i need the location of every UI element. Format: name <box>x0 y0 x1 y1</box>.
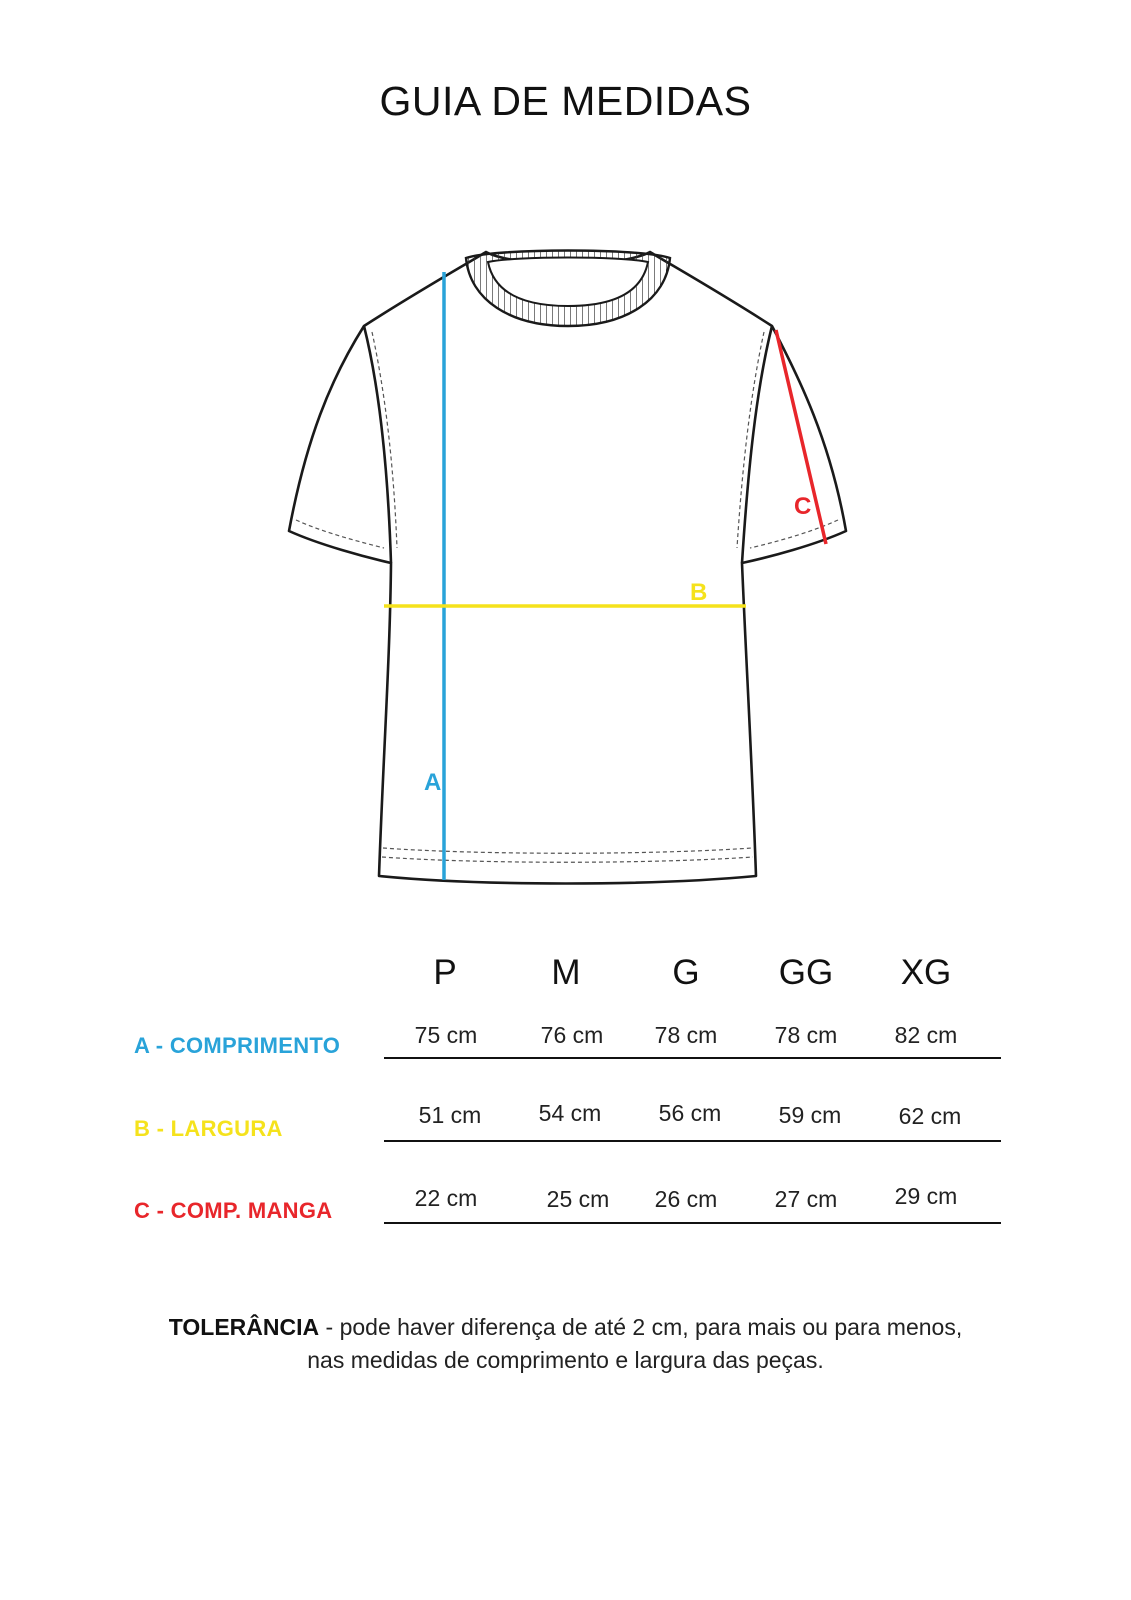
cell-b-gg: 59 cm <box>778 1102 842 1128</box>
cell-c-m: 25 cm <box>546 1186 610 1212</box>
tolerance-note <box>0 1311 1131 1377</box>
row-divider-b <box>384 1140 1001 1142</box>
cell-b-m: 54 cm <box>538 1100 602 1126</box>
cell-b-p: 51 cm <box>418 1102 482 1128</box>
measure-label-b: B <box>690 579 708 606</box>
row-divider-c <box>384 1222 1001 1224</box>
page-title: GUIA DE MEDIDAS <box>379 78 752 124</box>
cell-a-m: 76 cm <box>540 1022 604 1048</box>
tolerance-line-2: nas medidas de comprimento e largura das peças. <box>307 1347 824 1373</box>
size-header-gg: GG <box>778 953 834 992</box>
tolerance-title: TOLERÂNCIA <box>168 1314 320 1340</box>
size-header-m: M <box>551 953 581 992</box>
cell-a-g: 78 cm <box>654 1022 718 1048</box>
size-header-p: P <box>433 953 457 992</box>
cell-c-g: 26 cm <box>654 1186 718 1212</box>
size-header-g: G <box>672 953 700 992</box>
row-label-comp-manga: C - COMP. MANGA <box>134 1198 333 1223</box>
cell-b-g: 56 cm <box>658 1100 722 1126</box>
cell-c-p: 22 cm <box>414 1185 478 1211</box>
cell-a-p: 75 cm <box>414 1022 478 1048</box>
row-label-comprimento: A - COMPRIMENTO <box>134 1033 341 1058</box>
tolerance-line-1 <box>0 1311 1131 1344</box>
cell-a-xg: 82 cm <box>894 1022 958 1048</box>
cell-b-xg: 62 cm <box>898 1103 962 1129</box>
tshirt-outline <box>289 252 846 884</box>
tolerance-text-1: - pode haver diferença de até 2 cm, para mais ou para menos, <box>319 1314 963 1340</box>
measure-label-c: C <box>794 493 812 520</box>
measure-label-a: A <box>424 769 442 796</box>
row-divider-a <box>384 1057 1001 1059</box>
cell-c-xg: 29 cm <box>894 1183 958 1209</box>
row-label-largura: B - LARGURA <box>134 1116 283 1141</box>
size-header-xg: XG <box>900 953 952 992</box>
cell-a-gg: 78 cm <box>774 1022 838 1048</box>
cell-c-gg: 27 cm <box>774 1186 838 1212</box>
